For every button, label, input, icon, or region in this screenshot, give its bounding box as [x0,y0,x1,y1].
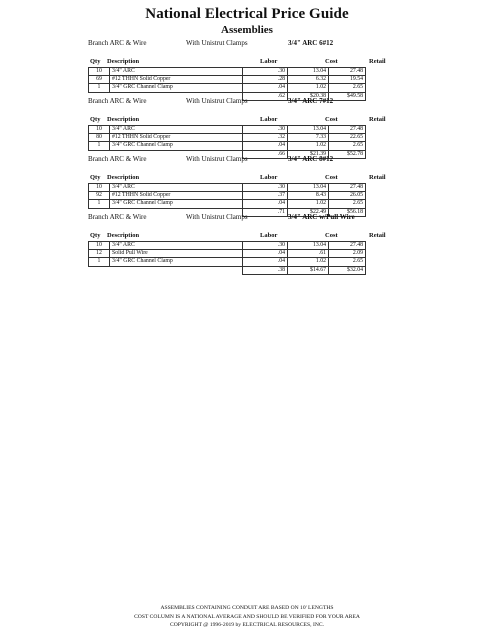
total-retail: $49.58 [329,92,366,100]
section-category: Branch ARC & Wire [88,97,147,105]
cell-labor: .28 [243,76,288,84]
section-header [88,213,480,225]
section-category: Branch ARC & Wire [88,213,147,221]
cell-description: 3/4" GRC Channel Clamp [110,200,243,208]
col-labor: Labor [260,232,278,239]
cell-cost: 1.02 [288,258,329,266]
cell-labor: .04 [243,142,288,150]
cell-description: 3/4" GRC Channel Clamp [110,142,243,150]
cell-description: Solid Pull Wire [110,250,243,258]
cell-labor: .30 [243,126,288,134]
cell-retail: 2.65 [329,200,366,208]
cell-cost: 13.04 [288,184,329,192]
cell-cost: 1.02 [288,84,329,92]
col-labor: Labor [260,174,278,181]
total-cost: $20.38 [288,92,329,100]
cell-cost: 6.32 [288,76,329,84]
cell-qty: 10 [89,184,110,192]
cell-retail: 2.65 [329,258,366,266]
total-retail: $52.78 [329,150,366,158]
table-row [89,200,366,208]
col-retail: Retail [369,174,386,181]
col-cost: Cost [325,58,338,65]
footer-line-cost-note: COST COLUMN IS A NATIONAL AVERAGE AND SHOULD BE VERIFIED FOR YOUR AREA [134,613,360,620]
cell-description: 3/4" ARC [110,126,243,134]
cell-labor: .37 [243,192,288,200]
col-cost: Cost [325,232,338,239]
table-row [89,134,366,142]
total-row [89,266,366,274]
page-title: National Electrical Price Guide [145,6,349,22]
cell-description: 3/4" GRC Channel Clamp [110,84,243,92]
section-mount: With Unistrut Clamps [186,39,248,47]
cell-cost: .61 [288,250,329,258]
column-headers [88,116,480,125]
section-header [88,39,480,51]
col-cost: Cost [325,116,338,123]
cell-labor: .04 [243,200,288,208]
cell-qty: 80 [89,134,110,142]
col-qty: Qty [90,58,101,65]
cell-description: 3/4" ARC [110,68,243,76]
cell-qty: 10 [89,126,110,134]
total-cost: $14.67 [288,266,329,274]
cell-qty: 1 [89,84,110,92]
table-row [89,142,366,150]
cell-cost: 8.43 [288,192,329,200]
cell-labor: .32 [243,134,288,142]
col-description: Description [107,174,140,181]
cell-retail: 27.48 [329,242,366,250]
items-table [88,183,366,217]
table-row [89,76,366,84]
table-row [89,258,366,266]
col-cost: Cost [325,174,338,181]
assembly-section [88,213,480,275]
total-retail: $32.04 [329,266,366,274]
cell-qty: 10 [89,68,110,76]
total-labor: .71 [243,208,288,216]
table-row [89,242,366,250]
cell-retail: 27.48 [329,68,366,76]
total-cost: $21.39 [288,150,329,158]
section-category: Branch ARC & Wire [88,155,147,163]
cell-description: 3/4" ARC [110,242,243,250]
cell-labor: .04 [243,84,288,92]
assembly-section [88,39,480,101]
cell-cost: 13.04 [288,68,329,76]
section-header [88,97,480,109]
section-mount: With Unistrut Clamps [186,155,248,163]
col-retail: Retail [369,116,386,123]
cell-description: #12 THHN Solid Copper [110,134,243,142]
section-mount: With Unistrut Clamps [186,97,248,105]
page-footer [0,604,494,630]
cell-cost: 13.04 [288,242,329,250]
section-assembly-name: 3/4" ARC 8#12 [288,155,334,163]
assembly-section [88,155,480,217]
column-headers [88,58,480,67]
cell-qty: 92 [89,192,110,200]
cell-retail: 27.48 [329,126,366,134]
col-qty: Qty [90,174,101,181]
cell-qty: 12 [89,250,110,258]
cell-description: 3/4" ARC [110,184,243,192]
cell-cost: 1.02 [288,200,329,208]
table-row [89,126,366,134]
section-header [88,155,480,167]
table-row [89,192,366,200]
cell-description: #12 THHN Solid Copper [110,76,243,84]
table-row [89,184,366,192]
cell-description: 3/4" GRC Channel Clamp [110,258,243,266]
table-row [89,68,366,76]
col-labor: Labor [260,58,278,65]
assembly-section [88,97,480,159]
total-retail: $56.18 [329,208,366,216]
footer-line-conduit-note: ASSEMBLIES CONTAINING CONDUIT ARE BASED ON 10' LENGTHS [160,605,334,611]
cell-qty: 69 [89,76,110,84]
total-labor: .62 [243,92,288,100]
col-qty: Qty [90,232,101,239]
cell-cost: 7.33 [288,134,329,142]
cell-qty: 1 [89,142,110,150]
cell-description: #12 THHN Solid Copper [110,192,243,200]
column-headers [88,232,480,241]
cell-retail: 19.54 [329,76,366,84]
cell-retail: 2.09 [329,250,366,258]
cell-retail: 26.05 [329,192,366,200]
section-assembly-name: 3/4" ARC 6#12 [288,39,334,47]
table-row [89,84,366,92]
items-table [88,125,366,159]
cell-retail: 22.65 [329,134,366,142]
col-qty: Qty [90,116,101,123]
cell-cost: 13.04 [288,126,329,134]
total-cost: $22.49 [288,208,329,216]
cell-retail: 2.65 [329,84,366,92]
footer-line-copyright: COPYRIGHT @ 1996-2019 by ELECTRICAL RESOURCES, INC. [169,622,324,628]
cell-labor: .30 [243,184,288,192]
cell-retail: 2.65 [329,142,366,150]
col-description: Description [107,58,140,65]
section-assembly-name: 3/4" ARC 7#12 [288,97,334,105]
cell-qty: 10 [89,242,110,250]
cell-labor: .04 [243,250,288,258]
items-table [88,67,366,101]
col-description: Description [107,232,140,239]
cell-qty: 1 [89,258,110,266]
cell-retail: 27.48 [329,184,366,192]
col-description: Description [107,116,140,123]
cell-labor: .30 [243,242,288,250]
cell-cost: 1.02 [288,142,329,150]
column-headers [88,174,480,183]
col-retail: Retail [369,58,386,65]
cell-qty: 1 [89,200,110,208]
cell-labor: .30 [243,68,288,76]
section-category: Branch ARC & Wire [88,39,147,47]
items-table [88,241,366,275]
cell-labor: .04 [243,258,288,266]
col-retail: Retail [369,232,386,239]
total-labor: .66 [243,150,288,158]
section-assembly-name: 3/4" ARC w/Pull Wire [288,213,355,221]
section-mount: With Unistrut Clamps [186,213,248,221]
page-subtitle: Assemblies [221,24,273,36]
total-labor: .38 [243,266,288,274]
table-row [89,250,366,258]
col-labor: Labor [260,116,278,123]
